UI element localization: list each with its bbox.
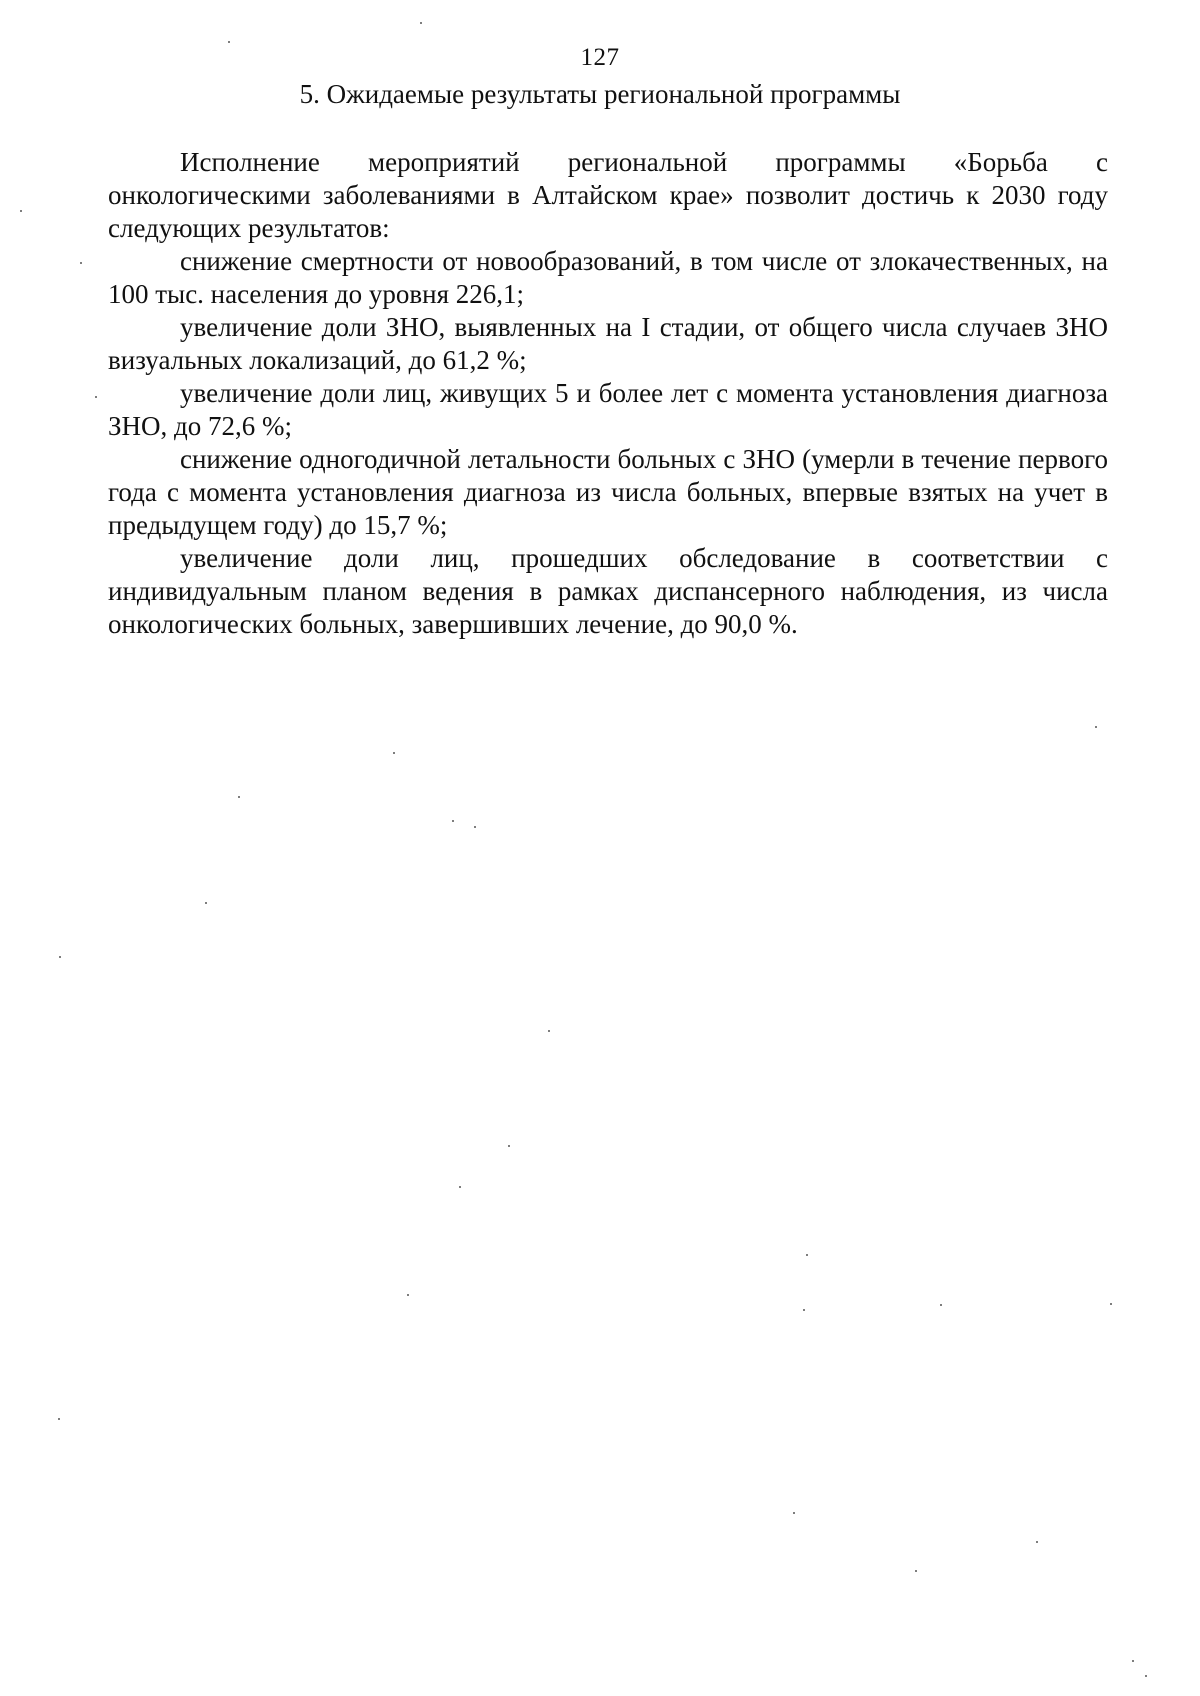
paragraph-dispensary-observation: увеличение доли лиц, прошедших обследование в соответствии с индивидуальным планом ведения в рамках диспансерного наблюдения, из числа онкологических больных, завершивших лечение, до 90,0 %. xyxy=(108,543,1108,639)
paragraph-intro: Исполнение мероприятий региональной программы «Борьба с онкологическими заболеваниями в Алтайском крае» позволит достичь к 2030 году следующих результатов: xyxy=(108,147,1108,243)
paragraph-five-year-survival: увеличение доли лиц, живущих 5 и более лет с момента установления диагноза ЗНО, до 72,6 %; xyxy=(108,378,1108,441)
body-text xyxy=(108,146,1108,641)
paragraph-mortality: снижение смертности от новообразований, в том числе от злокачественных, на 100 тыс. населения до уровня 226,1; xyxy=(108,246,1108,309)
paragraph-one-year-lethality: снижение одногодичной летальности больных с ЗНО (умерли в течение первого года с момента установления диагноза из числа больных, впервые взятых на учет в предыдущем году) до 15,7 %; xyxy=(108,444,1108,540)
paragraph-early-stage: увеличение доли ЗНО, выявленных на I стадии, от общего числа случаев ЗНО визуальных локализаций, до 61,2 %; xyxy=(108,312,1108,375)
section-title: 5. Ожидаемые результаты региональной программы xyxy=(299,79,901,109)
page-number: 127 xyxy=(580,44,620,71)
